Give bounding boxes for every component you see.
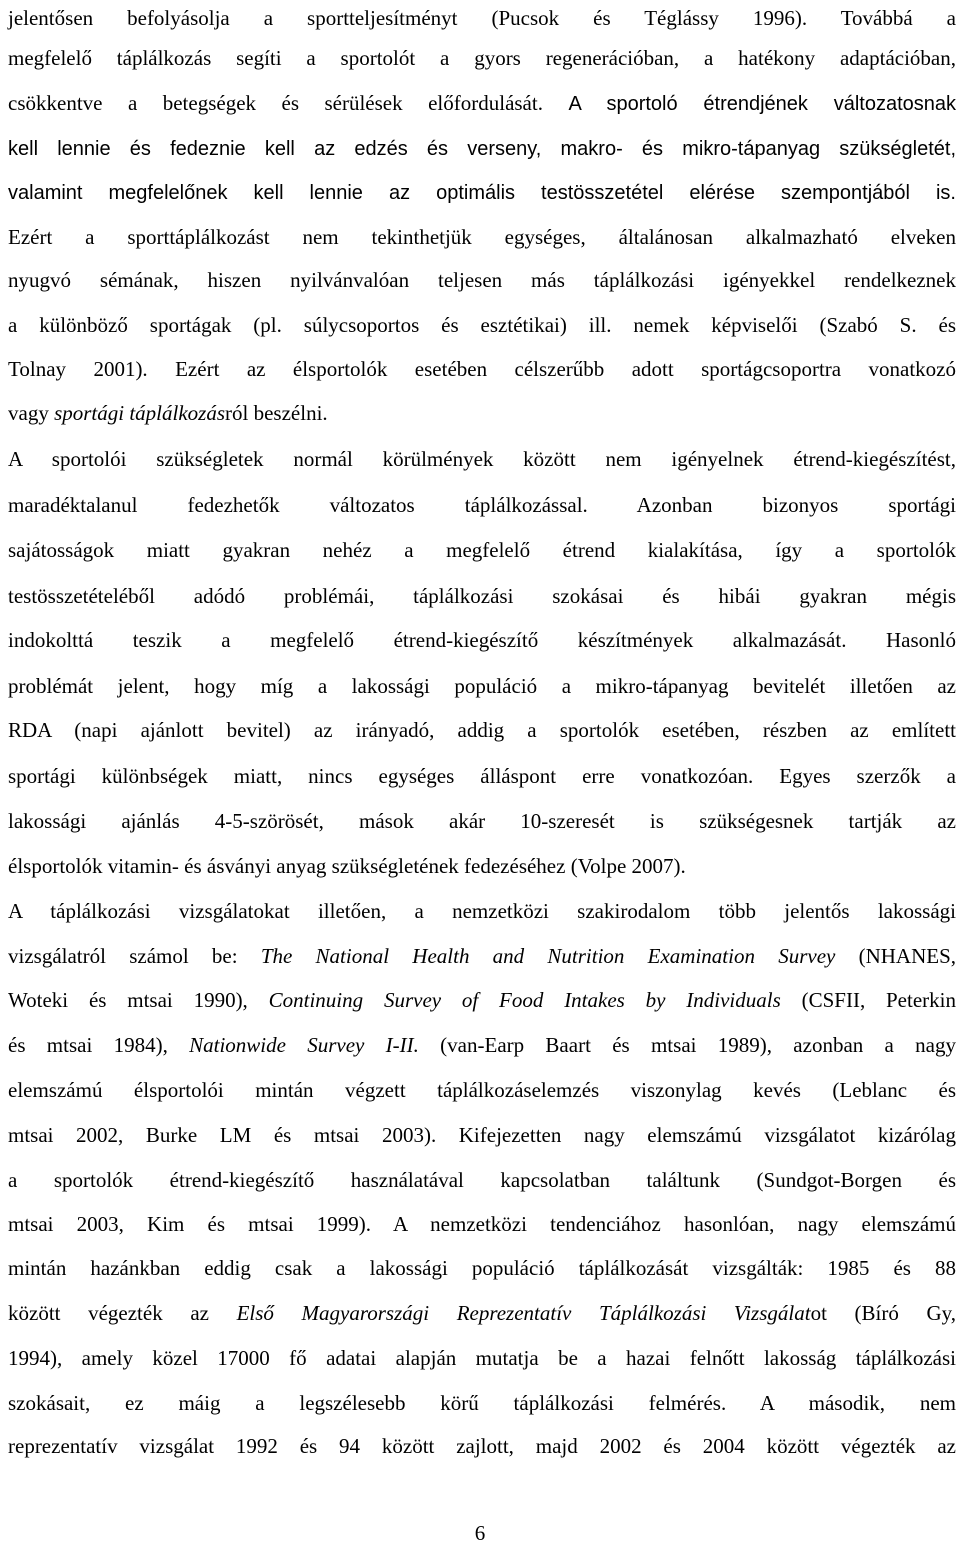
- text-line: [8, 1431, 956, 1461]
- text-span: mtsai 2002, Burke LM és mtsai 2003). Kifejezetten nagy elemszámú vizsgálatot kizárólag: [8, 1123, 956, 1147]
- text-span: RDA (napi ajánlott bevitel) az irányadó, addig a sportolók esetében, részben az említett: [8, 718, 956, 742]
- text-line: [8, 133, 956, 163]
- text-line: [8, 535, 956, 565]
- text-span: lakossági ajánlás 4-5-szörösét, mások akár 10-szeresét is szükségesnek tartják az: [8, 809, 956, 833]
- text-span: reprezentatív vizsgálat 1992 és 94 között zajlott, majd 2002 és 2004 között végezték az: [8, 1434, 956, 1458]
- text-line: [8, 985, 956, 1015]
- text-line: [8, 490, 956, 520]
- text-span: csökkentve a betegségek és sérülések előfordulását.: [8, 91, 569, 115]
- text-line: [8, 222, 956, 252]
- text-span: jelentősen befolyásolja a sportteljesítményt (Pucsok és Téglássy 1996). Továbbá a: [8, 6, 956, 30]
- text-line: [8, 398, 956, 428]
- text-span: A sportolói szükségletek normál körülmények között nem igényelnek étrend-kiegészítést,: [8, 447, 956, 471]
- text-line: [8, 3, 956, 33]
- text-span: Ezért a sporttáplálkozást nem tekinthetjük egységes, általánosan alkalmazható elveken: [8, 225, 956, 249]
- text-line: [8, 1253, 956, 1283]
- text-line: [8, 177, 956, 207]
- text-span: szokásait, ez máig a legszélesebb körű táplálkozási felmérés. A második, nem: [8, 1391, 956, 1415]
- text-span: problémát jelent, hogy míg a lakossági populáció a mikro-tápanyag bevitelét illetően az: [8, 674, 956, 698]
- text-line: [8, 581, 956, 611]
- text-span: 1994), amely közel 17000 fő adatai alapján mutatja be a hazai felnőtt lakosság táplálkozási: [8, 1346, 956, 1370]
- text-span: ról beszélni.: [225, 401, 328, 425]
- italic-title-text: Continuing Survey of Food Intakes by Individuals: [268, 988, 781, 1012]
- text-span: között végezték az: [8, 1301, 237, 1325]
- text-line: [8, 715, 956, 745]
- text-span: mtsai 2003, Kim és mtsai 1999). A nemzetközi tendenciához hasonlóan, nagy elemszámú: [8, 1212, 956, 1236]
- text-line: [8, 354, 956, 384]
- text-line: [8, 444, 956, 474]
- text-line: [8, 761, 956, 791]
- text-span: a különböző sportágak (pl. súlycsoportos és esztétikai) ill. nemek képviselői (Szabó S. és: [8, 313, 956, 337]
- text-line: [8, 1030, 956, 1060]
- text-span: nyugvó sémának, hiszen nyilvánvalóan teljesen más táplálkozási igényekkel rendelkeznek: [8, 268, 956, 292]
- italic-title-text: Első Magyarországi Reprezentatív Táplálkozási Vizsgálat: [236, 1301, 811, 1325]
- text-line: [8, 1388, 956, 1418]
- text-line: [8, 1343, 956, 1373]
- page-number: 6: [474, 1521, 486, 1545]
- text-span: mintán hazánkban eddig csak a lakossági populáció táplálkozását vizsgálták: 1985 és 88: [8, 1256, 956, 1280]
- text-line: [8, 1298, 956, 1328]
- text-span: A táplálkozási vizsgálatokat illetően, a nemzetközi szakirodalom több jelentős lakossági: [8, 899, 956, 923]
- text-line: [8, 265, 956, 295]
- text-line: [8, 1075, 956, 1105]
- text-line: [8, 806, 956, 836]
- text-span: (CSFII, Peterkin: [780, 988, 956, 1012]
- text-line: [8, 625, 956, 655]
- text-line: [8, 896, 956, 926]
- text-span: vagy: [8, 401, 55, 425]
- text-span: valamint megfelelőnek kell lennie az optimális testösszetétel elérése szempontjából is.: [8, 182, 956, 204]
- text-span: és mtsai 1984),: [8, 1033, 190, 1057]
- text-span: Tolnay 2001). Ezért az élsportolók esetében célszerűbb adott sportágcsoportra vonatkozó: [8, 357, 956, 381]
- text-line: [8, 851, 956, 881]
- text-span: a sportolók étrend-kiegészítő használatával kapcsolatban találtunk (Sundgot-Borgen és: [8, 1168, 956, 1192]
- text-span: (van-Earp Baart és mtsai 1989), azonban a nagy: [418, 1033, 956, 1057]
- text-line: [8, 1165, 956, 1195]
- text-span: (NHANES,: [835, 944, 957, 968]
- text-line: [8, 671, 956, 701]
- text-line: [8, 1209, 956, 1239]
- text-span: kell lennie és fedeznie kell az edzés és verseny, makro- és mikro-tápanyag szükségletét,: [8, 138, 956, 160]
- italic-title-text: Nationwide Survey I-II.: [189, 1033, 419, 1057]
- italic-title-text: sportági táplálkozás: [54, 401, 226, 425]
- text-span: Woteki és mtsai 1990),: [8, 988, 269, 1012]
- text-span: sportági különbségek miatt, nincs egységes álláspont erre vonatkozóan. Egyes szerzők a: [8, 764, 956, 788]
- text-span: A sportoló étrendjének változatosnak: [568, 93, 956, 115]
- text-span: megfelelő táplálkozás segíti a sportolót a gyors regenerációban, a hatékony adaptációban,: [8, 46, 956, 70]
- text-line: [8, 1120, 956, 1150]
- text-line: [8, 310, 956, 340]
- text-span: vizsgálatról számol be:: [8, 944, 261, 968]
- text-line: [8, 43, 956, 73]
- text-span: élsportolók vitamin- és ásványi anyag szükségletének fedezéséhez (Volpe 2007).: [8, 854, 686, 878]
- text-span: testösszetételéből adódó problémái, táplálkozási szokásai és hibái gyakran mégis: [8, 584, 956, 608]
- text-line: [8, 941, 956, 971]
- italic-title-text: The National Health and Nutrition Examination Survey: [260, 944, 836, 968]
- text-span: sajátosságok miatt gyakran nehéz a megfelelő étrend kialakítása, így a sportolók: [8, 538, 956, 562]
- text-line: [8, 88, 956, 118]
- text-span: ot (Bíró Gy,: [810, 1301, 956, 1325]
- text-span: maradéktalanul fedezhetők változatos táplálkozással. Azonban bizonyos sportági: [8, 493, 956, 517]
- text-span: indokolttá teszik a megfelelő étrend-kiegészítő készítmények alkalmazását. Hasonló: [8, 628, 956, 652]
- text-span: elemszámú élsportolói mintán végzett táplálkozáselemzés viszonylag kevés (Leblanc és: [8, 1078, 956, 1102]
